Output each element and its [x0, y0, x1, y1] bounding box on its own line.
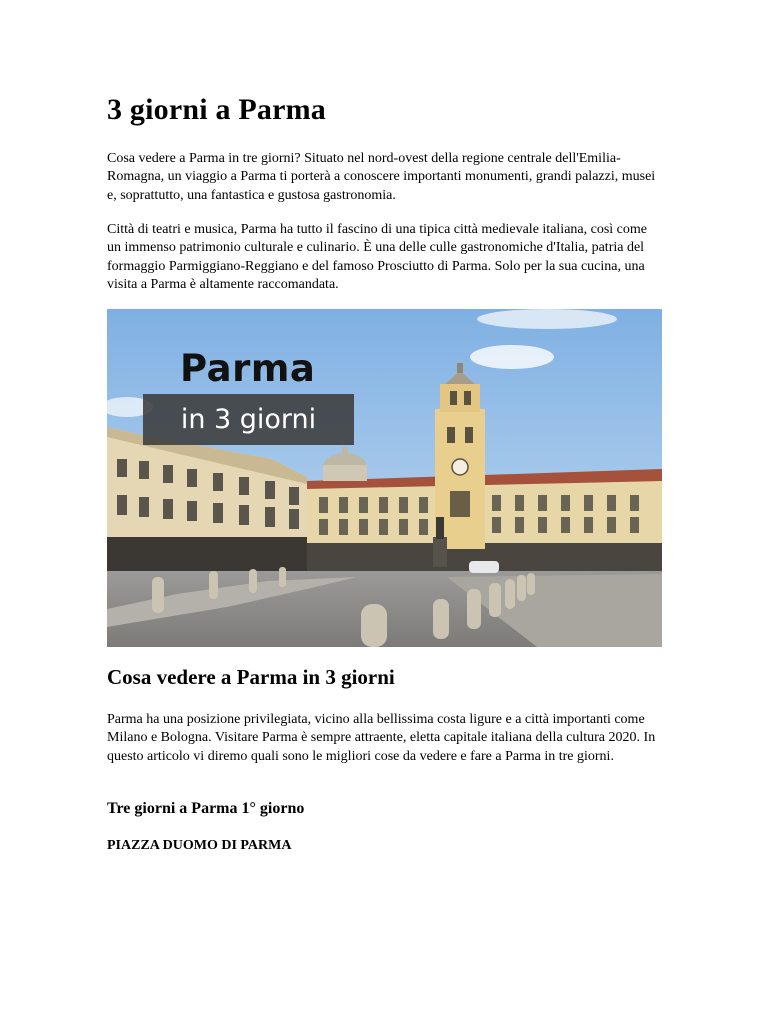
place-heading: PIAZZA DUOMO DI PARMA: [107, 838, 292, 853]
photo-subtitle: in 3 giorni: [143, 394, 354, 445]
parma-square-photo: [107, 309, 662, 647]
photo-title: Parma: [180, 347, 316, 390]
page-title: 3 giorni a Parma: [107, 93, 327, 126]
section-heading: Cosa vedere a Parma in 3 giorni: [107, 665, 395, 689]
section-paragraph: Parma ha una posizione privilegiata, vicino alla bellissima costa ligure e a città importanti come Milano e Bologna. Visitare Parma è sempre attraente, eletta capitale italiana della cultura 2020. In questo articolo vi diremo quali sono le migliori cose da vedere e fare a Parma in tre giorni.: [107, 712, 656, 764]
body-paragraph: Città di teatri e musica, Parma ha tutto il fascino di una tipica città medievale italiana, così come un immenso patrimonio culturale e culinario. È una delle culle gastronomiche d'Italia, patria del formaggio Parmiggiano-Reggiano e del famoso Prosciutto di Parma. Solo per la sua cucina, una visita a Parma è altamente raccomandata.: [107, 222, 647, 292]
day-heading: Tre giorni a Parma 1° giorno: [107, 800, 305, 817]
intro-paragraph: Cosa vedere a Parma in tre giorni? Situato nel nord-ovest della regione centrale dell'Emilia-Romagna, un viaggio a Parma ti porterà a conoscere importanti monumenti, grandi palazzi, musei e, soprattutto, una fantastica e gustosa gastronomia.: [107, 151, 656, 203]
